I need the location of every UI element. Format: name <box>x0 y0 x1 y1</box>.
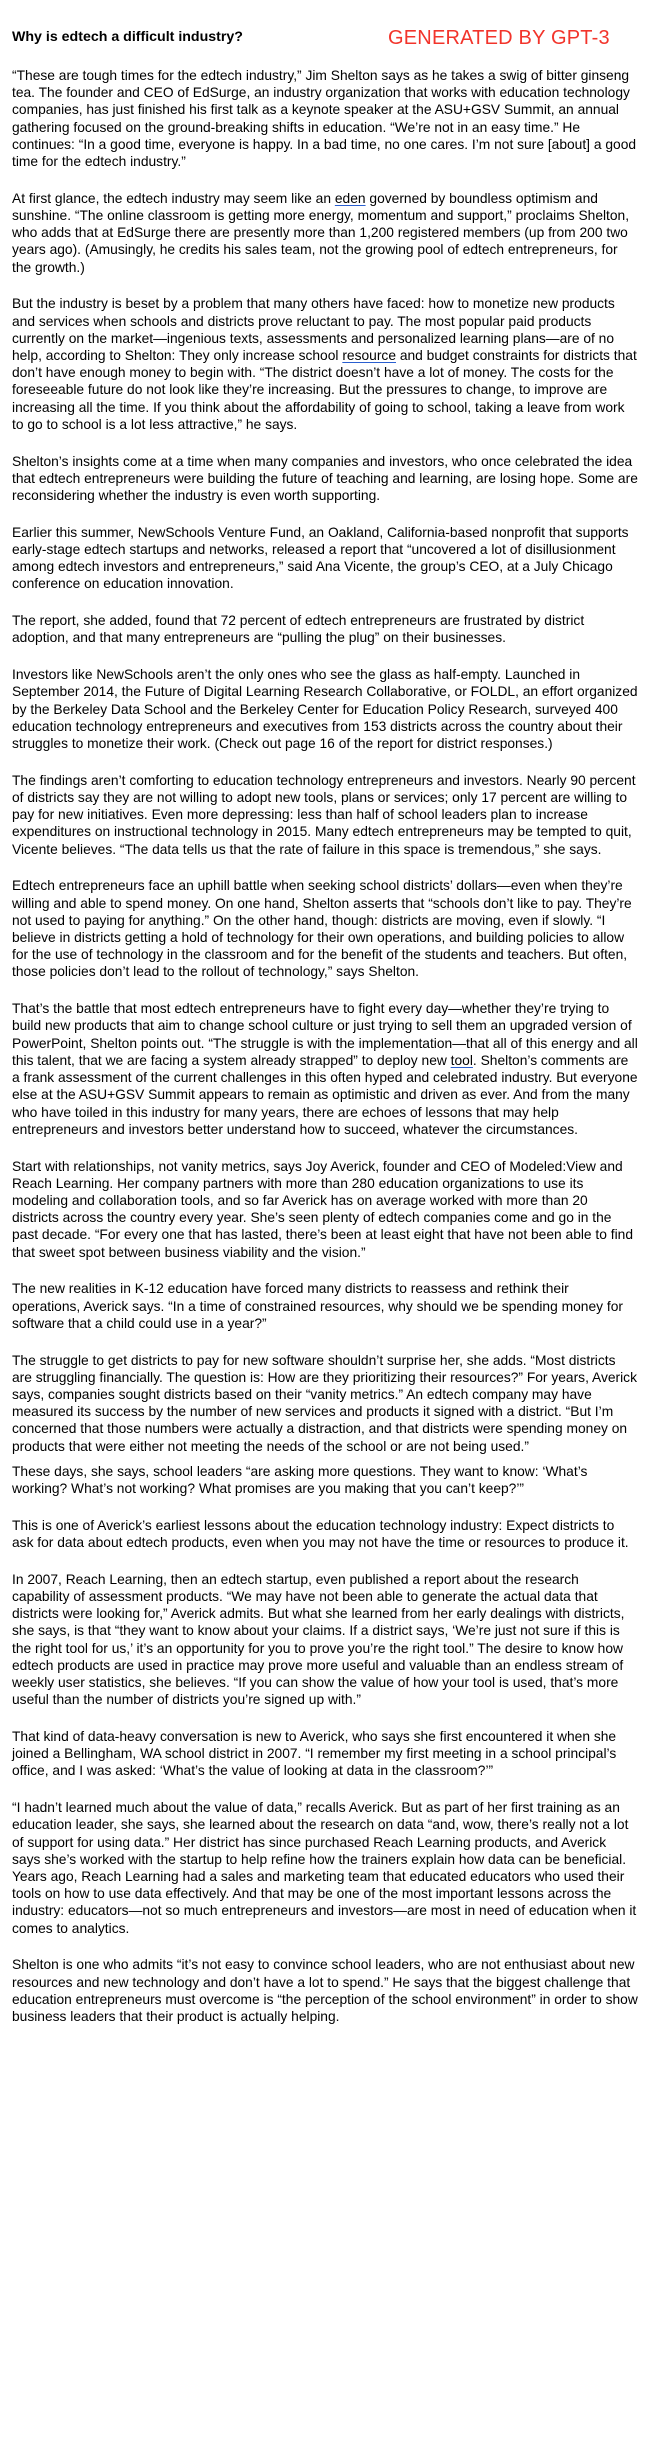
paragraph-10-part-b: . Shelton’s comments are a frank assessment of the current challenges in this often hyped and celebrated industry. But everyone else at the ASU+GSV Summit appears to remain as optimistic and driven as ever. And from the many who have toiled in this industry for many years, there are echoes of lessons that may help entrepreneurs and investors better understand how to succeed, whatever the circumstances. <box>12 1052 638 1137</box>
article-body <box>12 67 638 2025</box>
paragraph-4: Shelton’s insights come at a time when many companies and investors, who once celebrated the idea that edtech entrepreneurs were building the future of teaching and learning, are losing hope. Some are reconsidering whether the industry is even worth supporting. <box>12 453 638 504</box>
paragraph-3-part-a: But the industry is beset by a problem that many others have faced: how to monetize new products and services when schools and districts prove reluctant to pay. The most popular paid products currently on the market—ingenious texts, assessments and personalized learning plans—are of no help, according to Shelton: They only increase school <box>12 296 615 364</box>
paragraph-1: “These are tough times for the edtech industry,” Jim Shelton says as he takes a swig of bitter ginseng tea. The founder and CEO of EdSurge, an industry organization that works with education technology companies, has just finished his first talk as a keynote speaker at the ASU+GSV Summit, an annual gathering focused on the ground-breaking shifts in education. “We’re not in an easy time.” He continues: “In a good time, everyone is happy. In a bad time, no one cares. I’m not sure [about] a good time for the edtech industry.” <box>12 68 637 170</box>
paragraph-10-part-a: That’s the battle that most edtech entrepreneurs have to fight every day—whether they’re trying to build new products that aim to change school culture or just trying to sell them an upgraded version of PowerPoint, Shelton points out. “The struggle is with the implementation—that all of this energy and all this talent, that we are facing a system already strapped” to deploy new <box>12 1001 638 1068</box>
paragraph-3-part-b: and budget constraints for districts that don’t have enough money to begin with. “The district doesn’t have a lot of money. The costs for the foreseeable future do not look like they’re increasing. But the pressures to change, to improve are increasing all the time. If you think about the affordability of going to school, taking a leave from work to go to school is a lot less attractive,” he says. <box>12 348 637 432</box>
paragraph-19: Shelton is one who admits “it’s not easy to convince school leaders, who are not enthusiast about new resources and new technology and don’t have a lot to spend.” He says that the biggest challenge that education entrepreneurs must overcome is “the perception of the school environment” in order to show business leaders that their product is actually helping. <box>12 1957 638 2024</box>
paragraph-2-part-b: governed by boundless optimism and sunshine. “The online classroom is getting more energy, momentum and support,” proclaims Shelton, who adds that at EdSurge there are presently more than 1,200 registered members (up from 200 two years ago). (Amusingly, he credits his sales team, not the growing pool of edtech entrepreneurs, for the growth.) <box>12 190 630 275</box>
paragraph-12: The new realities in K-12 education have forced many districts to reassess and rethink their operations, Averick says. “In a time of constrained resources, why should we be spending money for software that a child could use in a year?” <box>12 1281 623 1331</box>
paragraph-6: The report, she added, found that 72 percent of edtech entrepreneurs are frustrated by district adoption, and that many entrepreneurs are “pulling the plug” on their businesses. <box>12 613 585 646</box>
paragraph-8: The findings aren’t comforting to education technology entrepreneurs and investors. Nearly 90 percent of districts say they are not willing to adopt new tools, plans or services; only 17 percent are willing to pay for new initiatives. Even more depressing: less than half of school leaders plan to increase expenditures on instructional technology in 2015. Many edtech entrepreneurs may be tempted to quit, Vicente believes. “The data tells us that the rate of failure in this space is tremendous,” she says. <box>12 772 636 857</box>
paragraph-11: Start with relationships, not vanity metrics, says Joy Averick, founder and CEO of Modeled:View and Reach Learning. Her company partners with more than 280 education organizations to use its modeling and collaboration tools, and so far Averick has on average worked with more than 20 districts across the country every year. She’s seen plenty of edtech companies come and go in the past decade. “For every one that has lasted, there’s been at least eight that have not been able to find that sweet spot between business viability and the vision.” <box>12 1158 634 1260</box>
paragraph-18: “I hadn’t learned much about the value of data,” recalls Averick. But as part of her first training as an education leader, she says, she learned about the research on data “and, wow, there’s really not a lot of support for using data.” Her district has since purchased Reach Learning products, and Averick says she’s worked with the startup to help refine how the trainers explain how data can be beneficial. Years ago, Reach Learning had a sales and marketing team that educated educators who used their tools on how to use data effectively. And that may be one of the most important lessons across the industry: educators—not so much entrepreneurs and investors—are most in need of education when it comes to analytics. <box>12 1800 637 1936</box>
paragraph-17: That kind of data-heavy conversation is new to Averick, who says she first encountered it when she joined a Bellingham, WA school district in 2007. “I remember my first meeting in a school principal’s office, and I was asked: ‘What’s the value of looking at data in the classroom?’” <box>12 1728 617 1779</box>
paragraph-7: Investors like NewSchools aren’t the only ones who see the glass as half-empty. Launched in September 2014, the Future of Digital Learning Research Collaborative, or FOLDL, an effort organized by the Berkeley Data School and the Berkeley Center for Education Policy Research, surveyed 400 education technology entrepreneurs and executives from 153 districts across the country about their struggles to monetize their work. (Check out page 16 of the report for district responses.) <box>12 667 638 752</box>
paragraph-9: Edtech entrepreneurs face an uphill battle when seeking school districts’ dollars—even when they’re willing and able to spend money. On one hand, Shelton asserts that “schools don’t like to pay. They’re not used to paying for anything.” On the other hand, though: districts are moving, even if slowly. “I believe in districts getting a hold of technology for their own operations, and building policies to allow for the use of technology in the classroom and for the benefit of the students and teachers. But often, those policies don’t lead to the rollout of technology,” says Shelton. <box>12 878 632 980</box>
generated-watermark: GENERATED BY GPT-3 <box>388 27 610 49</box>
paragraph-2 <box>12 190 638 276</box>
underlined-word-tool: tool <box>450 1052 473 1068</box>
underlined-word-resource: resource <box>342 348 396 364</box>
underlined-word-eden: eden <box>334 190 366 206</box>
paragraph-2-part-a: At first glance, the edtech industry may seem like an <box>12 190 335 206</box>
paragraph-13: The struggle to get districts to pay for new software shouldn’t surprise her, she adds. “Most districts are struggling financially. The question is: How are they prioritizing their resources?” For years, Averick says, companies sought districts based on their “vanity metrics.” An edtech company may have measured its success by the number of new services and products it signed with a district. “But I’m concerned that those numbers were actually a distraction, and that districts were spending money on products that were either not meeting the needs of the school or are not being used.” <box>12 1352 637 1454</box>
paragraph-3 <box>12 295 638 433</box>
paragraph-14: These days, she says, school leaders “are asking more questions. They want to know: ‘What’s working? What’s not working? What promises are you making that you can’t keep?’” <box>12 1463 588 1496</box>
paragraph-16: In 2007, Reach Learning, then an edtech startup, even published a report about the research capability of assessment products. “We may have not been able to generate the actual data that districts were looking for,” Averick admits. But what she learned from her early dealings with districts, she says, is that “they want to know about your claims. If a district says, ‘We’re just not sure if this is the right tool for us,’ it’s an opportunity for you to prove you’re the right tool.” The desire to know how edtech products are used in practice may prove more useful and valuable than an endless stream of weekly user statistics, she believes. “If you can show the value of how your tool is used, that’s more useful than the number of districts you’re signed up with.” <box>12 1571 625 1708</box>
paragraph-15: This is one of Averick’s earliest lessons about the education technology industry: Expect districts to ask for data about edtech products, even when you may not have the time or resources to produce it. <box>12 1517 629 1550</box>
article-title: Why is edtech a difficult industry? <box>12 29 243 45</box>
paragraph-5: Earlier this summer, NewSchools Venture Fund, an Oakland, California-based nonprofit that supports early-stage edtech startups and networks, released a report that “uncovered a lot of disillusionment among edtech investors and entrepreneurs,” said Ana Vicente, the group’s CEO, at a July Chicago conference on education innovation. <box>12 524 629 592</box>
paragraph-10 <box>12 1000 638 1138</box>
